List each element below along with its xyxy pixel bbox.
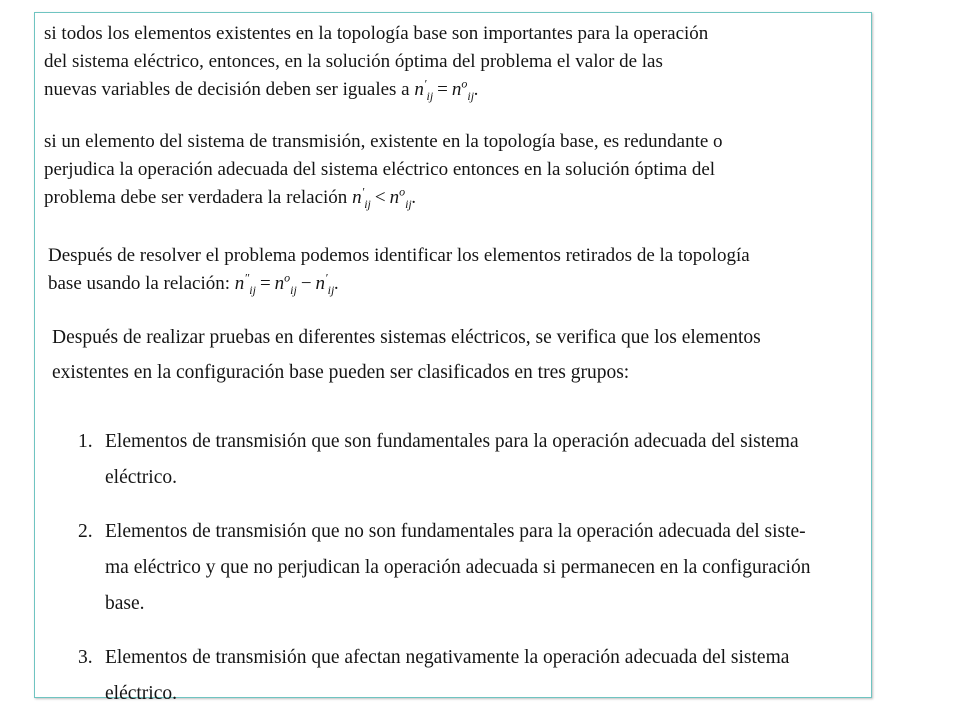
equation-less-than — [352, 184, 417, 211]
text-line — [48, 270, 750, 298]
list-text-line: base. — [105, 593, 145, 614]
element-groups-list — [78, 424, 810, 720]
text-line: Después de resolver el problema podemos identificar los elementos retirados de la topología — [48, 245, 750, 266]
list-number: 2. — [78, 521, 93, 542]
list-item — [78, 424, 810, 496]
list-number: 1. — [78, 431, 93, 452]
math-period: . — [474, 79, 479, 100]
text-segment: base usando la relación: — [48, 273, 231, 294]
text-line — [44, 184, 723, 212]
text-line: perjudica la operación adecuada del sistema eléctrico entonces en la solución óptima del — [44, 159, 716, 180]
text-segment: nuevas variables de decisión deben ser iguales a — [44, 79, 410, 100]
equation-difference — [234, 270, 340, 297]
math-rhs: $n^o_{ij}$ — [274, 270, 297, 297]
text-line: si todos los elementos existentes en la topología base son importantes para la operación — [44, 23, 709, 44]
text-line — [44, 76, 708, 104]
list-text-line: Elementos de transmisión que afectan negativamente la operación adecuada del sistema — [105, 647, 790, 668]
list-item — [78, 514, 810, 622]
text-line: existentes en la configuración base pueden ser clasificados en tres grupos: — [52, 362, 630, 383]
text-line: Después de realizar pruebas en diferentes sistemas eléctricos, se verifica que los elementos — [52, 327, 761, 348]
math-rhs: $n^o_{ij}$ — [451, 76, 475, 103]
math-operator: < — [374, 187, 386, 208]
list-number: 3. — [78, 647, 93, 668]
text-line: si un elemento del sistema de transmisión, existente en la topología base, es redundante o — [44, 131, 723, 152]
math-period: . — [411, 187, 417, 208]
text-segment: problema debe ser verdadera la relación — [44, 187, 348, 208]
equation-equal — [414, 76, 479, 103]
paragraph-removed-elements — [48, 242, 750, 298]
math-operator-minus: − — [300, 273, 312, 294]
list-text-line: eléctrico. — [105, 467, 177, 488]
math-period: . — [334, 273, 340, 294]
math-operator: = — [437, 79, 448, 100]
list-text-line: eléctrico. — [105, 683, 177, 704]
list-item — [78, 640, 810, 712]
math-lhs: $n'_{ij}$ — [414, 76, 434, 103]
list-text-line: Elementos de transmisión que son fundamentales para la operación adecuada del sistema — [105, 431, 799, 452]
paragraph-redundant-elements — [44, 128, 723, 212]
math-rhs: $n^o_{ij}$ — [389, 184, 412, 211]
math-lhs: $n''_{ij}$ — [234, 270, 256, 297]
math-operator: = — [259, 273, 271, 294]
text-line: del sistema eléctrico, entonces, en la solución óptima del problema el valor de las — [44, 51, 663, 72]
math-lhs: $n'_{ij}$ — [352, 184, 371, 211]
paragraph-important-elements — [44, 20, 708, 104]
list-text-line: ma eléctrico y que no perjudican la operación adecuada si permanecen en la configuración — [105, 557, 811, 578]
math-rhs2: $n'_{ij}$ — [315, 270, 335, 297]
list-text-line: Elementos de transmisión que no son fundamentales para la operación adecuada del siste- — [105, 521, 806, 542]
paragraph-classification-intro — [52, 320, 761, 390]
